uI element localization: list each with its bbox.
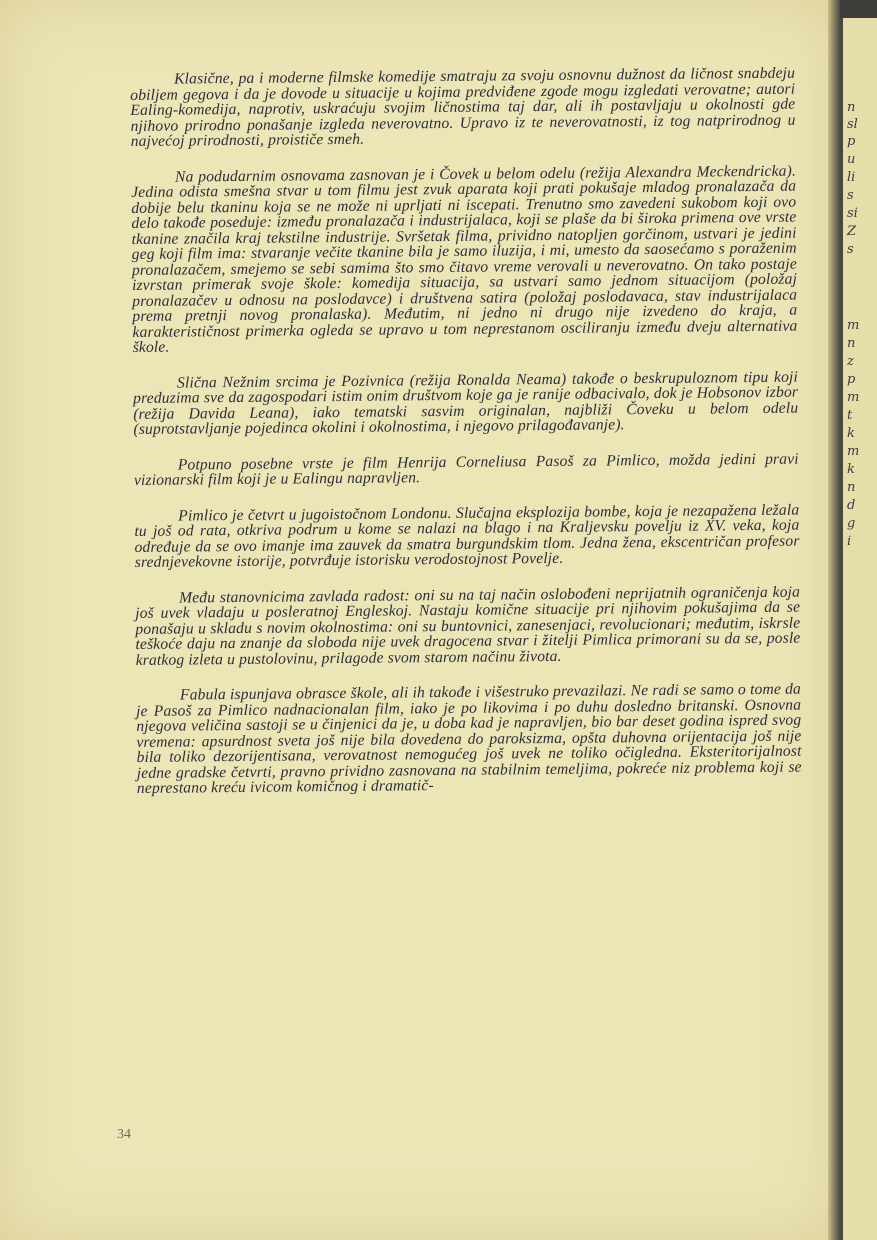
adjacent-page-fragment: m (847, 318, 860, 333)
paragraph: Među stanovnicima zavlada radost: oni su na taj način oslobođeni neprijatnih ograničenja koja još uvek vladaju u posleratnoj Engleskoj. Nastaju komične situacije pri njihovim pokušajima da se ponašaju u skladu s novim okolnostima: oni su buntovnici, zanesenjaci, revolucionari; međutim, iskrsle teškoće daju na znanje da sloboda nije uvek dragocena stvar i žitelji Pimlica primorani su da se, posle kratkog izleta u pustolovinu, prilagode svom starom načinu života. (135, 583, 801, 669)
adjacent-page-fragment: u (847, 152, 856, 167)
adjacent-page-fragment: Z (847, 224, 857, 239)
adjacent-page-fragment: n (847, 480, 856, 495)
adjacent-page-fragment: p (847, 372, 856, 387)
paragraph: Potpuno posebne vrste je film Henrija Corneliusa Pasoš za Pimlico, možda jedini pravi vizionarski film koji je u Ealingu napravljen. (133, 450, 799, 489)
adjacent-page-fragment: k (847, 426, 855, 441)
adjacent-page-fragment: k (847, 462, 855, 477)
adjacent-page-fragment: si (847, 206, 858, 221)
adjacent-page-fragment: i (847, 534, 852, 549)
adjacent-page-fragment: p (847, 134, 856, 149)
paragraph: Na podudarnim osnovama zasnovan je i Čovek u belom odelu (režija Alexandra Meckendricka). Jedina odista smešna stvar u tom filmu jest zvuk aparata koji prati pokušaje mladog pronalazača da dobije belu tkaninu koja se ne može ni uprljati ni iscepati. Trenutno smo zavedeni sukobom koji ovo delo takođe poseduje: između pronalazača i industrijalaca, koji se plaše da bi široka primena ove vrste tkanine značila kraj tekstilne industrije. Svršetak filma, prividno natopljen gorčinom, ustvari je jedini geg koji film ima: stvaranje večite tkanine bila je samo iluzija, i mi, umesto da saosećamo s poraženim pronalazačem, smejemo se sebi samima što smo čitavo vreme verovali u neverovatno. On tako postaje izvrstan primerak svoje škole: komedija situacija, sa ustvari samo jednom situacijom (položaj pronalazačev u odnosu na poslodavce) i društvena satira (položaj poslodavaca, stav industrijalaca prema pretnji novog pronalaska). Međutim, ni jedno ni drugo nije izvedeno do kraja, a karakterističnost primerka ogleda se upravo u tom neprestanom osciliranju između dveju alternativa škole. (131, 162, 798, 356)
adjacent-page-fragment: g (847, 516, 856, 531)
adjacent-page-fragment: n (847, 336, 856, 351)
adjacent-page-fragment: m (847, 390, 860, 405)
adjacent-page-fragment: li (847, 170, 856, 185)
adjacent-page-fragment: n (847, 100, 856, 115)
adjacent-page-fragment: sl (847, 117, 858, 132)
book-gutter (828, 0, 840, 1240)
page-number: 34 (117, 1127, 131, 1142)
adjacent-page-fragment: d (847, 498, 856, 513)
adjacent-page-fragment: z (847, 354, 854, 369)
adjacent-page-edge (840, 18, 877, 1240)
adjacent-page-fragment: s (847, 242, 854, 257)
adjacent-page-fragment: s (847, 188, 854, 203)
adjacent-page-fragment: m (847, 444, 860, 459)
paragraph: Pimlico je četvrt u jugoistočnom Londonu. Slučajna eksplozija bombe, koja je nezapažena ležala tu još od rata, otkriva podrum u kome se nalazi na blago i na Kraljevsku povelju iz XV. veka, koja određuje da se ovo imanje ima zauvek da smatra burgundskim tlom. Jedna žena, ekscentričan profesor srednjevekovne istorije, potvrđuje istorisku verodostojnost Povelje. (134, 501, 800, 571)
adjacent-page-fragment: t (847, 408, 853, 423)
body-text (130, 66, 802, 817)
paragraph: Fabula ispunjava obrasce škole, ali ih takođe i višestruko prevazilazi. Ne radi se samo o tome da je Pasoš za Pimlico nadnacionalan film, iako je po likovima i po duhu dosledno britanski. Osnovna njegova veličina sastoji se u činjenici da je, u doba kad je napravljen, bio bar deset godina ispred svog vremena: apsurdnost sveta još nije bila dovedena do paroksizma, opšta duhovna orijentacija još nije bila toliko dezorijentisana, verovatnost nemogućeg još uvek ne toliko očigledna. Eksteritorijalnost jedne gradske četvrti, pravno prividno zasnovana na stabilnim temeljima, pokreće niz problema koji se neprestano kreću ivicom komičnog i dramatič- (136, 680, 802, 797)
paragraph: Klasične, pa i moderne filmske komedije smatraju za svoju osnovnu dužnost da ličnost snabdeju obiljem gegova i da je dovode u situacije u kojima predviđene zgode mogu izgledati verovatne; autori Ealing-komedija, naprotiv, uskraćuju svojim ličnostima taj dar, ali ih postavljaju u okolnosti gde njihovo prirodno ponašanje izgleda neverovatno. Upravo iz te neverovatnosti, iz tog natprirodnog u najvećoj prirodnosti, proističe smeh. (130, 64, 796, 150)
paragraph: Slična Nežnim srcima je Pozivnica (režija Ronalda Neama) takođe o beskrupuloznom tipu koji preduzima sve da zagospodari istim onim društvom koje ga je ranije odbacivalo, dok je Hobsonov izbor (režija Davida Leana), iako tematski sasvim originalan, najbliži Čoveku u belom odelu (suprotstavljanje pojedinca okolini i okolnostima, i njegovo prilagođavanje). (133, 368, 799, 438)
